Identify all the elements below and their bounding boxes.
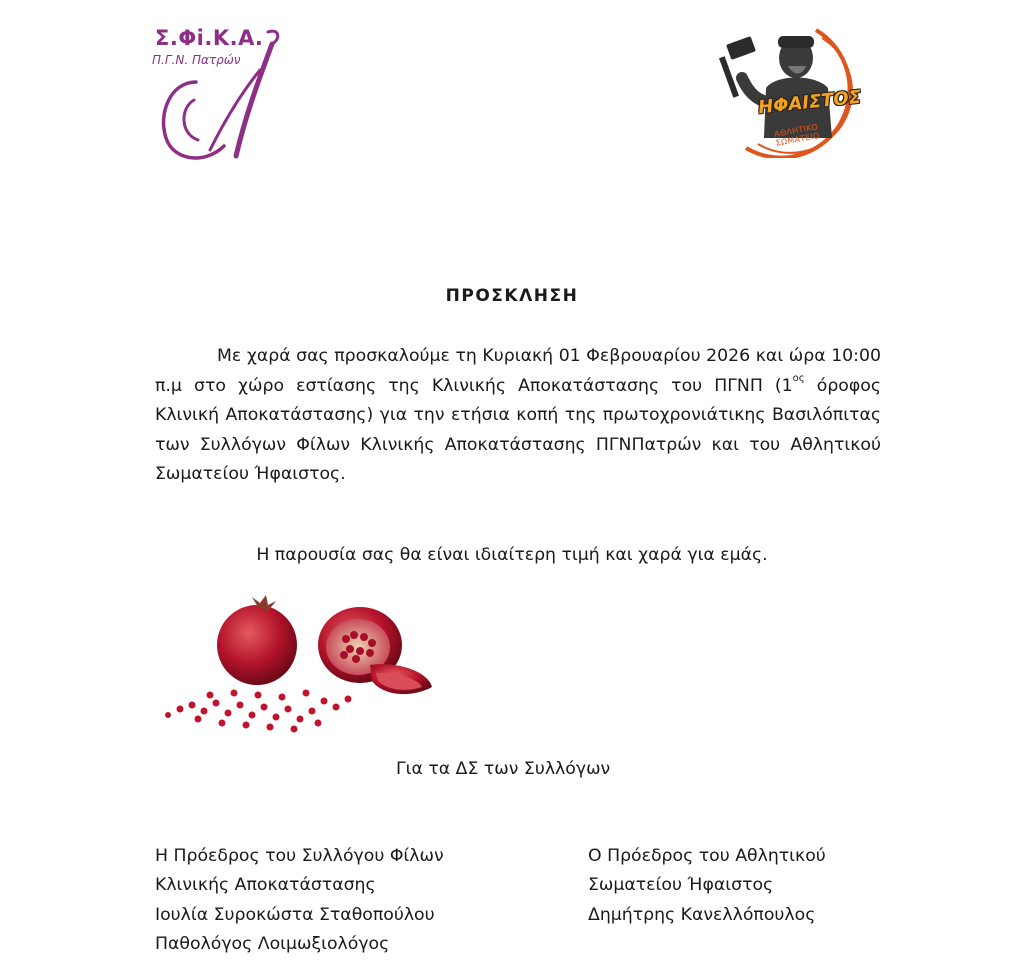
signature-left-line: Κλινικής Αποκατάστασης [155, 875, 376, 896]
signature-right-name: Δημήτρης Κανελλόπουλος [588, 904, 816, 925]
signature-right-line: Ο Πρόεδρος του Αθλητικού [588, 846, 826, 866]
hephaestus-logo [706, 18, 871, 158]
presence-text: Η παρουσία σας θα είναι ιδιαίτερη τιμή και χαρά για εμάς. [256, 545, 768, 565]
signature-left-title: Παθολόγος Λοιμωξιολόγος [155, 934, 390, 955]
signature-right-line: Σωματείου Ήφαιστος [588, 875, 774, 896]
body-text-part1: Με χαρά σας προσκαλούμε τη Κυριακή 01 Φεβρουαρίου 2026 και ώρα 10:00 π.μ στο χώρο εστίασης της Κλινικής Αποκατάστασης του ΠΓΝΠ (1 [155, 346, 881, 396]
invitation-body [155, 342, 881, 490]
body-text-part2: όροφος Κλινική Αποκατάστασης) για την ετήσια κοπή της πρωτοχρονιάτικης Βασιλόπιτας των Συλλόγων Φίλων Κλινικής Αποκατάστασης ΠΓΝΠατρών και του Αθλητικού Σωματείου Ήφαιστος. [155, 375, 881, 485]
hephaestus-logo-tagline: ΑΘΛΗΤΙΚΟ ΣΩΜΑΤΕΙΟ [773, 122, 821, 148]
signature-left [155, 842, 444, 960]
sfika-logo-subtitle: Π.Γ.Ν. Πατρών [152, 53, 241, 67]
sfika-logo-title: Σ.Φi.Κ.Α. [155, 26, 264, 50]
signature-left-name: Ιουλία Συροκώστα Σταθοπούλου [155, 904, 435, 925]
signature-left-line: Η Πρόεδρος του Συλλόγου Φίλων [155, 846, 444, 866]
ordinal-suffix: ος [792, 372, 805, 384]
invitation-heading: ΠΡΟΣΚΛΗΣΗ [445, 286, 579, 306]
for-boards-line: Για τα ΔΣ των Συλλόγων [396, 759, 611, 779]
presence-line [0, 545, 1024, 565]
pomegranate-image [160, 595, 440, 740]
hephaestus-logo-name: ΗΦΑΙΣΤΟΣ [757, 86, 862, 119]
sfika-logo [150, 22, 290, 167]
signature-right [588, 842, 826, 930]
pomegranate-illustration-icon [160, 595, 440, 740]
